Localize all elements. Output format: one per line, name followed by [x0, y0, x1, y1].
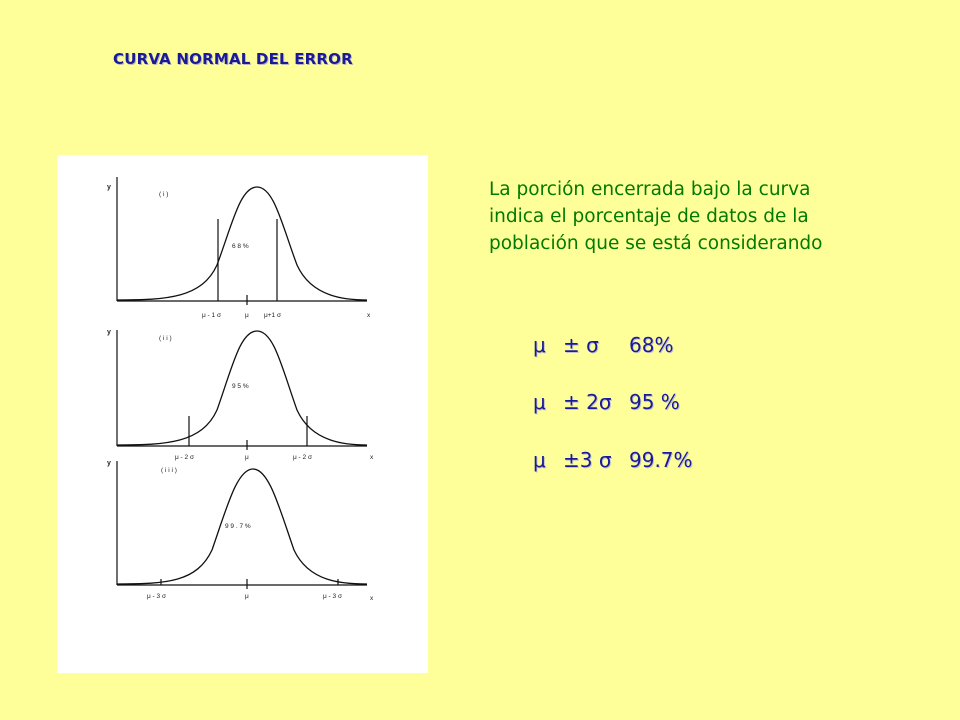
center-tick-label-1: μ	[245, 312, 249, 319]
y-label-1: y	[107, 184, 111, 191]
center-percent-2: 9 5 %	[232, 383, 249, 390]
rule-mu-1: μ	[533, 333, 546, 357]
description-text	[489, 176, 889, 257]
rule-percent-2: 95 %	[629, 390, 680, 414]
left-tick-label-1: μ - 1 σ	[202, 312, 221, 319]
center-tick-label-2: μ	[245, 454, 249, 461]
center-tick-label-3: μ	[245, 593, 249, 600]
center-percent-3: 9 9 . 7 %	[225, 523, 251, 530]
rule-row-3	[533, 448, 693, 472]
rule-mu-2: μ	[533, 390, 546, 414]
rule-mu-3: μ	[533, 448, 546, 472]
x-label-3: x	[370, 595, 374, 602]
rule-row-2	[533, 390, 680, 414]
rule-pm-2: ± 2σ	[563, 390, 612, 414]
right-tick-label-3: μ - 3 σ	[323, 593, 342, 600]
y-label-3: y	[107, 460, 111, 467]
y-label-2: y	[107, 329, 111, 336]
rule-pm-1: ± σ	[563, 333, 599, 357]
curve-panel-3	[107, 460, 374, 602]
rule-pm-3: ±3 σ	[563, 448, 612, 472]
left-tick-label-2: μ - 2 σ	[175, 454, 194, 461]
page-title: CURVA NORMAL DEL ERROR	[113, 50, 353, 68]
left-tick-label-3: μ - 3 σ	[147, 593, 166, 600]
description-line-1: La porción encerrada bajo la curva	[489, 179, 811, 200]
rule-percent-1: 68%	[629, 333, 674, 357]
rule-row-1	[533, 333, 673, 357]
description-line-3: población que se está considerando	[489, 233, 823, 254]
right-tick-label-2: μ - 2 σ	[293, 454, 312, 461]
normal-curve-figure	[57, 155, 428, 673]
description-line-2: indica el porcentaje de datos de la	[489, 206, 809, 227]
panel-label-1: ( i )	[159, 191, 169, 198]
right-tick-label-1: μ+1 σ	[264, 312, 281, 319]
panel-label-2: ( i i )	[159, 335, 172, 342]
x-label-1: x	[367, 312, 371, 319]
curve-panel-1	[107, 177, 371, 319]
normal-curves-svg	[57, 155, 428, 673]
panel-label-3: ( i i i )	[161, 467, 177, 474]
x-label-2: x	[370, 454, 374, 461]
curve-panel-2	[107, 329, 374, 461]
center-percent-1: 6 8 %	[232, 243, 249, 250]
rule-percent-3: 99.7%	[629, 448, 693, 472]
